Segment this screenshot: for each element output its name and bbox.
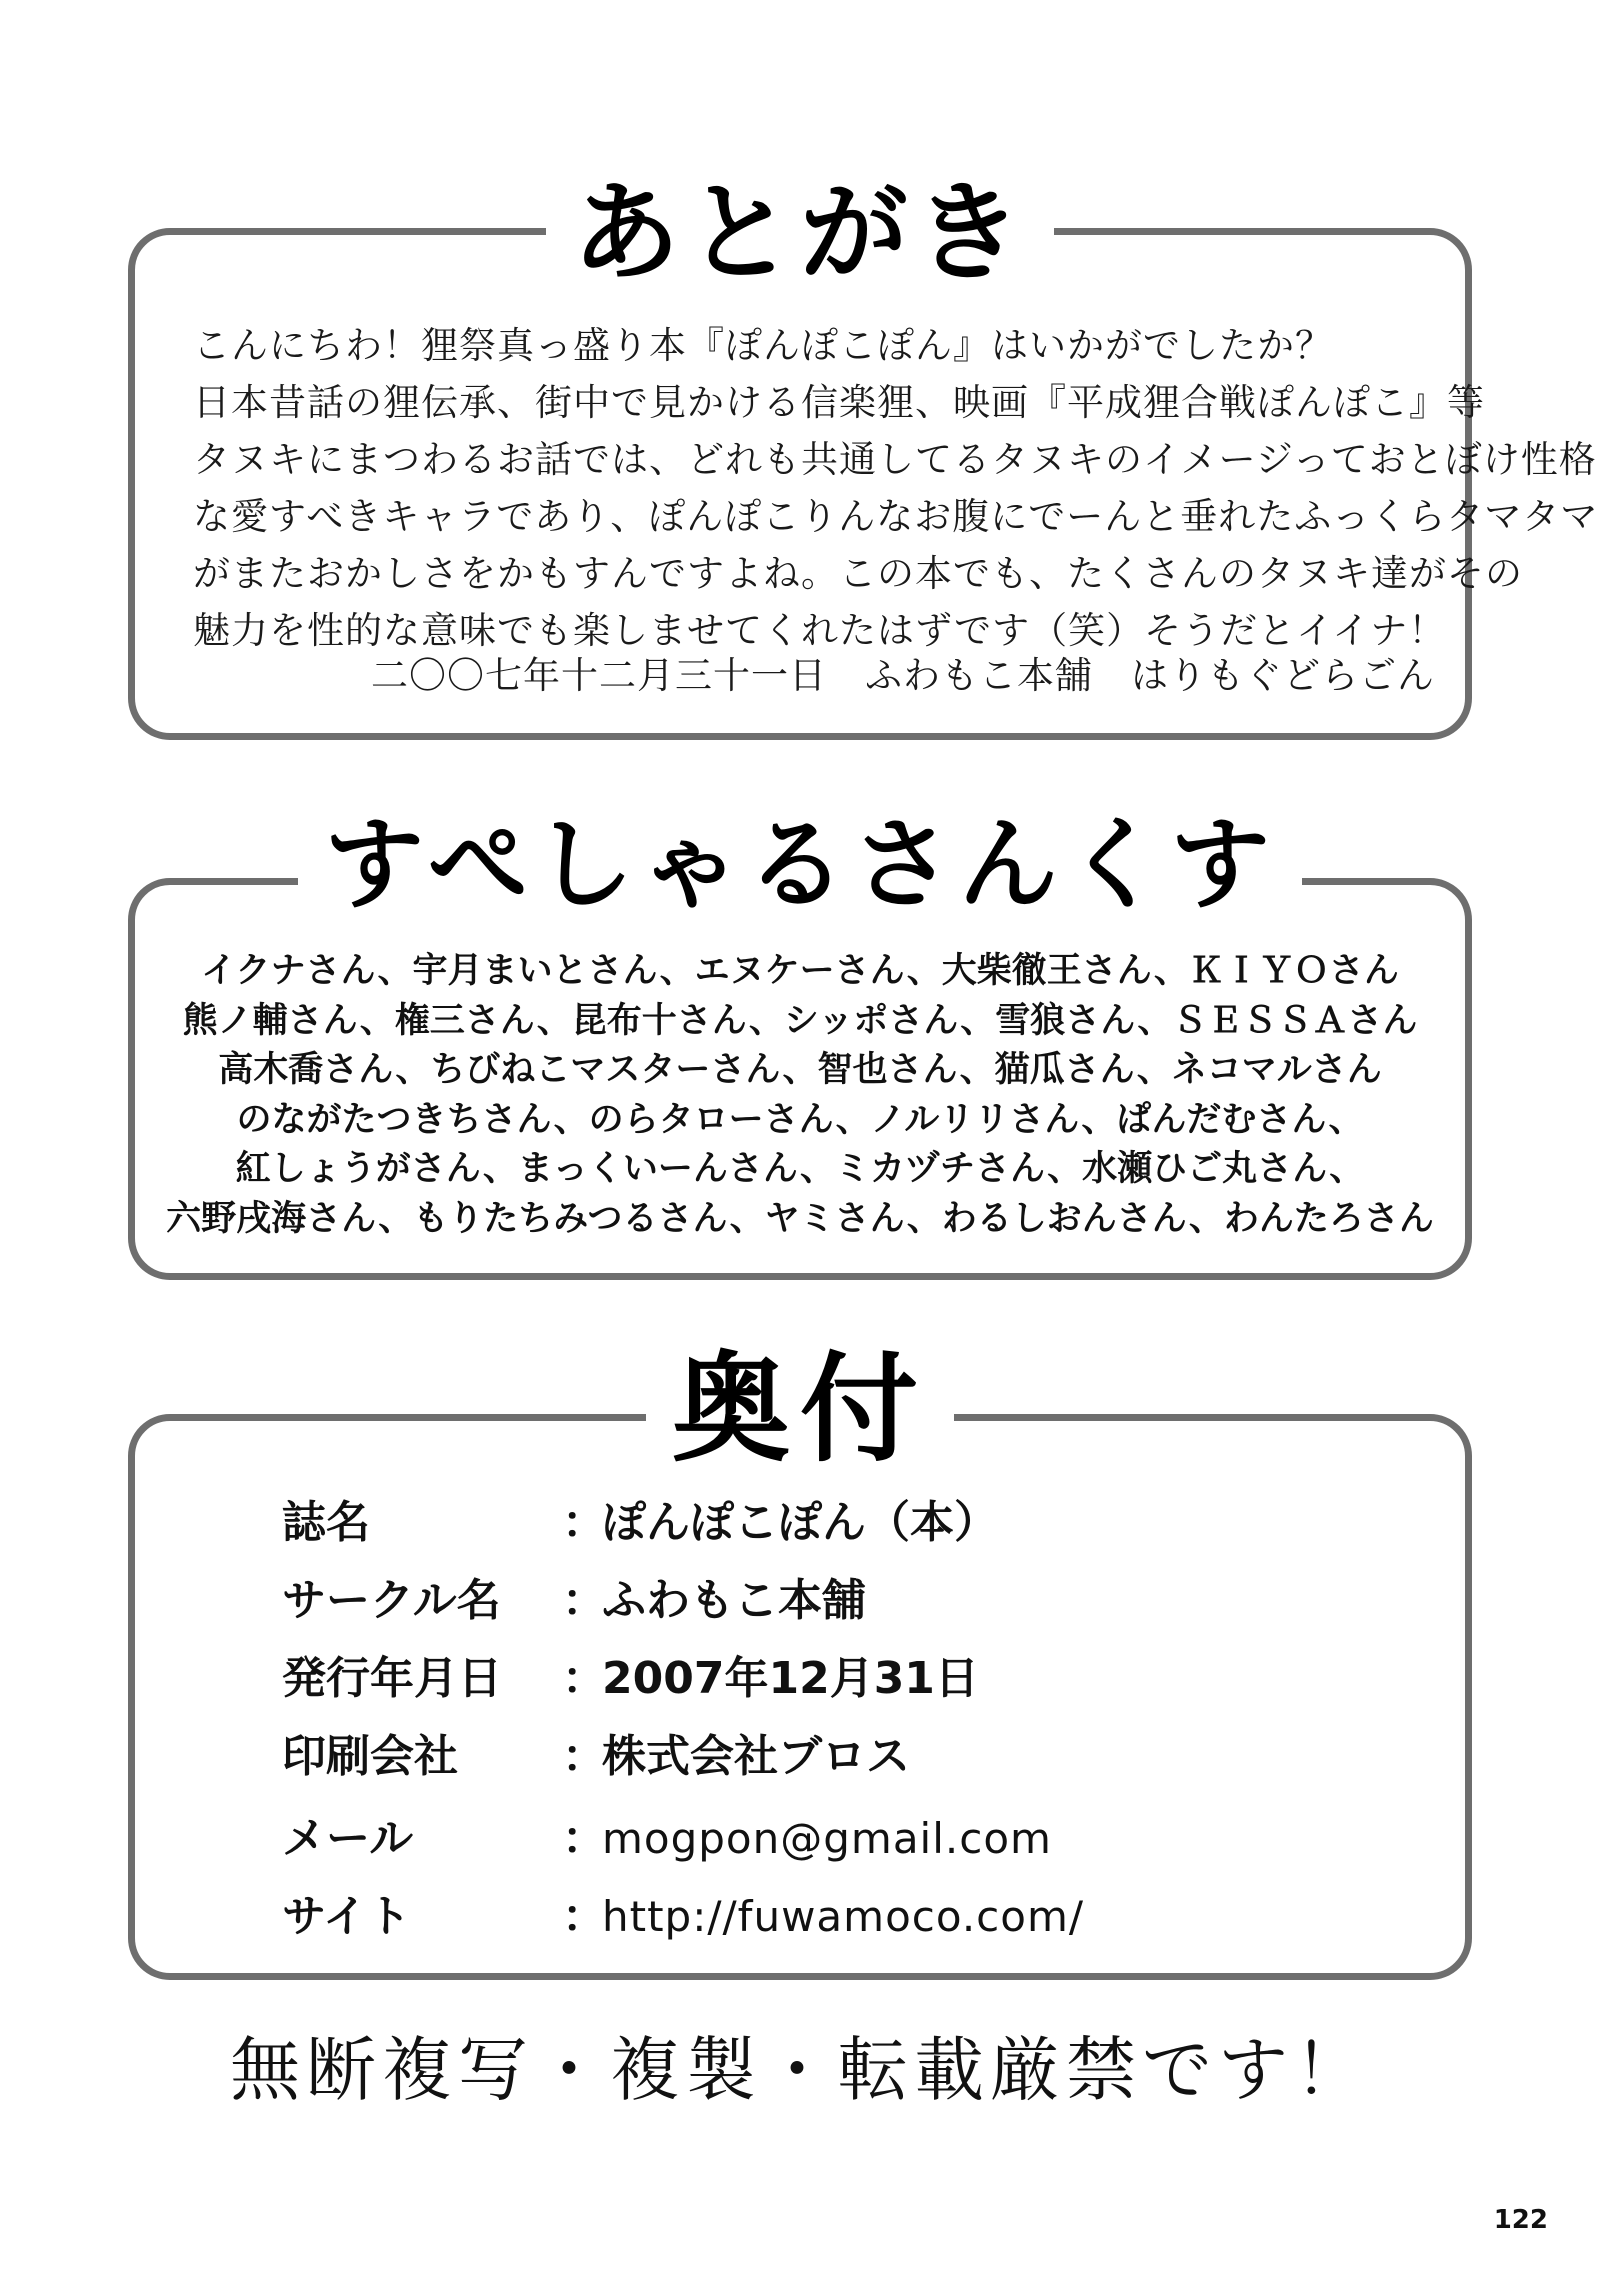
colophon-value: ふわもこ本舗: [602, 1575, 866, 1626]
colophon-row-mail: [282, 1814, 1052, 1864]
colophon-label: 印刷会社: [282, 1731, 458, 1782]
colophon-row-date: [282, 1654, 979, 1704]
special-thanks-heading: すぺしゃるさんくす: [298, 815, 1302, 915]
colophon-row-printer: [282, 1732, 910, 1782]
colophon-label: 誌名: [282, 1497, 370, 1548]
special-thanks-line: 高木喬さん、ちびねこマスターさん、智也さん、猫瓜さん、ネコマルさん: [218, 1050, 1382, 1090]
colophon-label: 発行年月日: [282, 1653, 502, 1704]
colophon-row-circle: [282, 1576, 866, 1626]
colophon-heading: 奥付: [646, 1350, 954, 1468]
afterword-line: がまたおかしさをかもすんですよね。この本でも、たくさんのタヌキ達がその: [193, 552, 1523, 595]
afterword-line: 日本昔話の狸伝承、街中で見かける信楽狸、映画『平成狸合戦ぽんぽこ』等: [193, 381, 1485, 424]
website-link[interactable]: http://fuwamoco.com/: [602, 1892, 1085, 1941]
page-number: 122: [1493, 2205, 1548, 2235]
special-thanks-line: 六野戌海さん、もりたちみつるさん、ヤミさん、わるしおんさん、わんたろさん: [166, 1198, 1434, 1239]
colophon-value: 株式会社ブロス: [602, 1731, 910, 1782]
special-thanks-line: 熊ノ輔さん、権三さん、昆布十さん、シッポさん、雪狼さん、ＳＥＳＳＡさん: [182, 1000, 1418, 1041]
colophon-value: 2007年12月31日: [602, 1653, 979, 1704]
afterword-line: こんにちわ！狸祭真っ盛り本『ぽんぽこぽん』はいかがでしたか？: [193, 324, 1333, 367]
afterword-box: [128, 228, 1599, 740]
colophon-label: サイト: [282, 1891, 411, 1942]
email-link[interactable]: mogpon@gmail.com: [602, 1814, 1052, 1863]
afterword-line: 魅力を性的な意味でも楽しませてくれたはずです（笑）そうだとイイナ！: [193, 609, 1447, 652]
afterword-message: [193, 317, 1599, 659]
colophon-label: メール: [282, 1813, 414, 1864]
colophon-label: サークル名: [282, 1575, 501, 1626]
colophon-value: ぽんぽこぽん（本）: [602, 1497, 998, 1548]
special-thanks-list: [135, 947, 1465, 1244]
colophon-separator: ：: [562, 1813, 606, 1864]
afterword-line: な愛すべきキャラであり、ぽんぽこりんなお腹にでーんと垂れたふっくらタマタマ: [193, 495, 1599, 538]
colophon-separator: ：: [562, 1575, 606, 1626]
colophon-row-title: [282, 1498, 998, 1548]
colophon-separator: ：: [562, 1891, 606, 1942]
copy-prohibition-notice: 無断複写・複製・転載厳禁です！: [230, 2029, 1370, 2111]
afterword-heading: あとがき: [546, 180, 1054, 288]
afterword-signature: 二〇〇七年十二月三十一日 ふわもこ本舗 はりもぐどらごん: [371, 654, 1435, 697]
colophon-separator: ：: [562, 1731, 606, 1782]
colophon-separator: ：: [562, 1497, 606, 1548]
special-thanks-line: イクナさん、宇月まいとさん、エヌケーさん、大柴徹王さん、ＫＩＹＯさん: [201, 951, 1399, 991]
afterword-line: タヌキにまつわるお話では、どれも共通してるタヌキのイメージっておとぼけ性格: [193, 438, 1597, 481]
special-thanks-line: のながたつきちさん、のらタローさん、ノルリリさん、ぱんだむさん、: [236, 1099, 1364, 1140]
special-thanks-line: 紅しょうがさん、まっくいーんさん、ミカヅチさん、水瀬ひご丸さん、: [235, 1149, 1365, 1189]
special-thanks-box: [128, 878, 1472, 1280]
colophon-separator: ：: [562, 1653, 606, 1704]
colophon-row-site: [282, 1892, 1084, 1942]
